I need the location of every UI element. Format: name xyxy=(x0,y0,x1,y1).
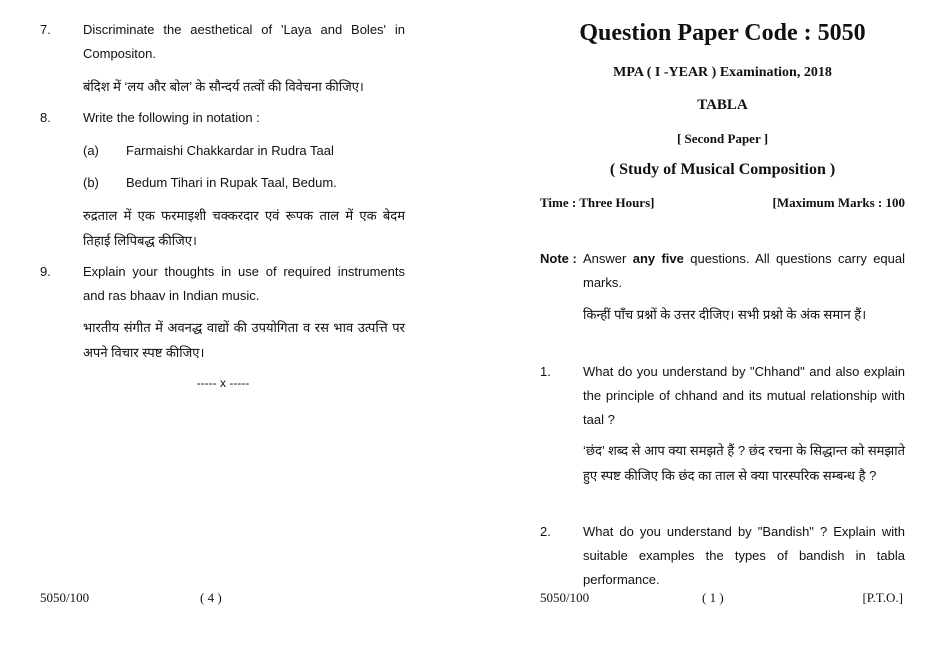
footer-code: 5050/100 xyxy=(40,590,90,605)
paper-code-title: Question Paper Code : 5050 xyxy=(579,20,866,46)
part-label: (b) xyxy=(83,175,99,190)
footer-page-number: ( 1 ) xyxy=(702,590,724,605)
question-number: 1. xyxy=(540,364,551,379)
question-8-part-b xyxy=(83,171,337,195)
paper-title: ( Study of Musical Composition ) xyxy=(609,161,836,178)
question-8-part-a xyxy=(83,139,334,163)
note-emphasis: any five xyxy=(632,251,684,266)
question-8-hindi: रुद्रताल में एक फरमाइशी चक्करदार एवं रूपक ताल में एक बेदम तिहाई लिपिबद्ध कीजिए। xyxy=(83,208,405,248)
note-text-part: questions. All questions carry equal marks. xyxy=(583,251,906,290)
note-label: Note : xyxy=(540,251,577,266)
question-text: What do you understand by "Bandish" ? Explain with suitable examples the types of bandish in tabla performance. xyxy=(583,524,905,587)
question-9-hindi: भारतीय संगीत में अवनद्ध वाद्यों की उपयोगिता व रस भाव उत्पत्ति पर अपने विचार स्पष्ट कीजिए। xyxy=(83,320,405,360)
question-number: 2. xyxy=(540,524,551,539)
question-text: What do you understand by "Chhand" and also explain the principle of chhand and its mutual relationship with taal ? xyxy=(583,364,905,427)
end-mark: ----- x ----- xyxy=(196,376,250,390)
part-text: Farmaishi Chakkardar in Rudra Taal xyxy=(126,143,334,158)
part-label: (a) xyxy=(83,143,99,158)
question-text: Write the following in notation : xyxy=(83,110,260,125)
question-7-hindi: बंदिश में ‘लय और बोल’ के सौन्दर्य तत्वों की विवेचना कीजिए। xyxy=(83,79,364,94)
part-text: Bedum Tihari in Rupak Taal, Bedum. xyxy=(126,175,337,190)
exam-name: MPA ( I -YEAR ) Examination, 2018 xyxy=(613,65,832,80)
note-text-part: Answer xyxy=(583,251,633,266)
question-text: Explain your thoughts in use of required instruments and ras bhaav in Indian music. xyxy=(83,264,405,303)
footer-code: 5050/100 xyxy=(540,590,590,605)
time-allowed: Time : Three Hours] xyxy=(540,195,655,210)
maximum-marks: [Maximum Marks : 100 xyxy=(772,195,905,210)
question-number: 8. xyxy=(40,110,51,125)
footer-pto: [P.T.O.] xyxy=(862,590,903,605)
question-text: Discriminate the aesthetical of 'Laya and Boles' in Compositon. xyxy=(83,22,405,61)
note-text xyxy=(583,247,905,295)
note-hindi: किन्हीं पाँच प्रश्नों के उत्तर दीजिए। सभी प्रश्नो के अंक समान हैं। xyxy=(583,307,867,322)
question-number: 7. xyxy=(40,22,51,37)
footer-page-number: ( 4 ) xyxy=(200,590,222,605)
question-1-hindi: ‘छंद’ शब्द से आप क्या समझते हैं ? छंद रचना के सिद्धान्त को समझाते हुए स्पष्ट कीजिए कि छंद का ताल से क्या पारस्परिक सम्बन्ध है ? xyxy=(583,443,905,483)
paper-number: [ Second Paper ] xyxy=(676,131,769,146)
subject: TABLA xyxy=(697,97,748,113)
question-number: 9. xyxy=(40,264,51,279)
